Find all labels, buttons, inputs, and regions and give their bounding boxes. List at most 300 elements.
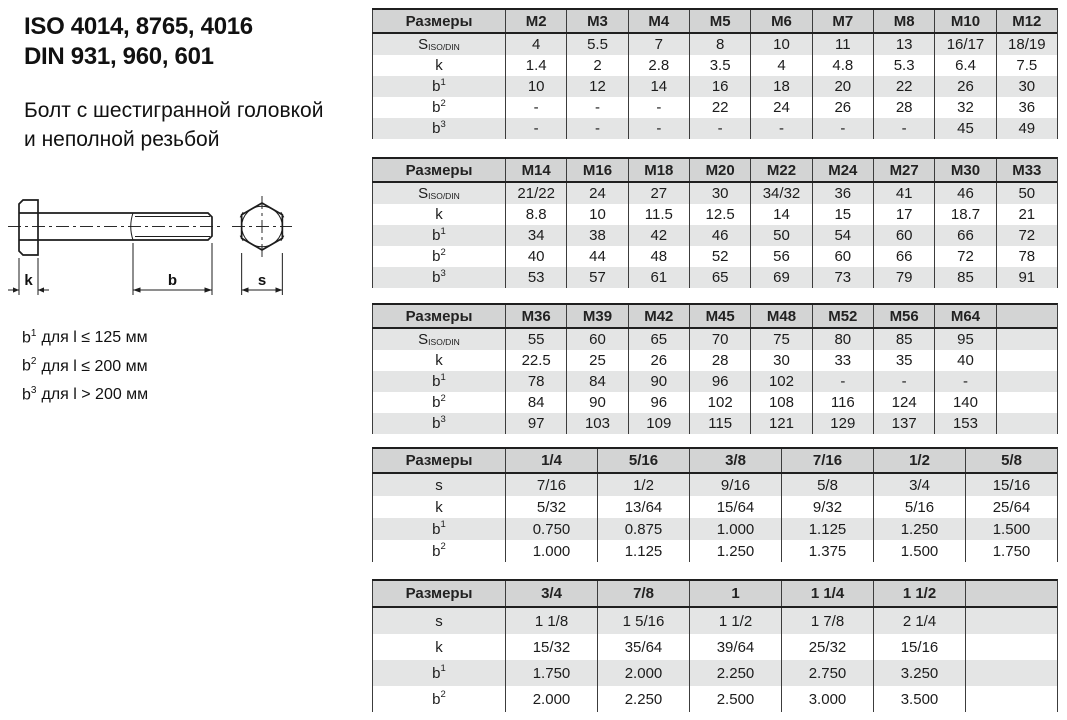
column-header-cell: 7/8 <box>597 581 689 606</box>
value-cell: 79 <box>873 267 934 288</box>
value-cell: 1.250 <box>689 540 781 562</box>
value-cell: - <box>812 371 873 392</box>
value-cell: 6.4 <box>934 55 995 76</box>
value-cell <box>965 660 1057 686</box>
value-cell: 25/32 <box>781 634 873 660</box>
column-header-cell: M22 <box>750 159 811 181</box>
table-row <box>372 183 1057 204</box>
value-cell: 35/64 <box>597 634 689 660</box>
value-cell: 10 <box>505 76 566 97</box>
column-header-cell: M7 <box>812 10 873 32</box>
value-cell: 61 <box>628 267 689 288</box>
value-cell: 91 <box>996 267 1057 288</box>
table-row <box>372 204 1057 225</box>
value-cell: - <box>750 118 811 139</box>
dimension-k <box>8 258 49 295</box>
row-label-cell: b $^2$ <box>372 686 505 712</box>
dimension-table-m36-m64 <box>372 303 1058 434</box>
footnote-b3: $b^3$ для l > 200 мм <box>22 384 149 403</box>
row-label-cell: b $^3$ <box>372 413 505 434</box>
row-label-cell: b $^1$ <box>372 371 505 392</box>
value-cell: 1 7/8 <box>781 608 873 634</box>
value-cell: 69 <box>750 267 811 288</box>
value-cell: 24 <box>566 183 627 204</box>
value-cell: 30 <box>689 183 750 204</box>
value-cell: 1.000 <box>689 518 781 540</box>
column-header-cell: M20 <box>689 159 750 181</box>
value-cell: - <box>505 97 566 118</box>
iso-standards-line: ISO 4014, 8765, 4016 <box>24 13 253 40</box>
value-cell: 2.750 <box>781 660 873 686</box>
value-cell: 16 <box>689 76 750 97</box>
value-cell: 1/2 <box>597 474 689 496</box>
value-cell <box>996 413 1057 434</box>
value-cell: - <box>566 97 627 118</box>
value-cell: 13/64 <box>597 496 689 518</box>
value-cell: 46 <box>934 183 995 204</box>
row-label-cell: b $^3$ <box>372 118 505 139</box>
table-row <box>372 608 1057 634</box>
value-cell: 18 <box>750 76 811 97</box>
description-line-2: и неполной резьбой <box>24 128 220 151</box>
table-row <box>372 449 1057 474</box>
value-cell <box>965 634 1057 660</box>
table-row <box>372 540 1057 562</box>
value-cell: 27 <box>628 183 689 204</box>
value-cell: 40 <box>934 350 995 371</box>
value-cell: 11 <box>812 34 873 55</box>
dimension-table-m2-m12 <box>372 8 1058 139</box>
value-cell: 5.3 <box>873 55 934 76</box>
value-cell: 21/22 <box>505 183 566 204</box>
column-header-cell: M10 <box>934 10 995 32</box>
footnote-symbol: b <box>22 385 31 403</box>
description-line-1: Болт с шестигранной головкой <box>24 99 324 122</box>
value-cell: 25 <box>566 350 627 371</box>
value-cell: - <box>812 118 873 139</box>
value-cell: 3.250 <box>873 660 965 686</box>
column-header-cell <box>996 305 1057 327</box>
value-cell: 3.5 <box>689 55 750 76</box>
value-cell: 0.875 <box>597 518 689 540</box>
value-cell: 46 <box>689 225 750 246</box>
column-header-cell: M52 <box>812 305 873 327</box>
value-cell: 65 <box>628 329 689 350</box>
value-cell: 36 <box>812 183 873 204</box>
value-cell: 28 <box>689 350 750 371</box>
row-label-cell: b $^2$ <box>372 392 505 413</box>
value-cell: 90 <box>566 392 627 413</box>
value-cell: 1.250 <box>873 518 965 540</box>
value-cell: 8.8 <box>505 204 566 225</box>
value-cell: 90 <box>628 371 689 392</box>
value-cell: 65 <box>689 267 750 288</box>
value-cell: 22.5 <box>505 350 566 371</box>
column-header-cell <box>965 581 1057 606</box>
bolt-side-view <box>8 200 223 295</box>
value-cell: 84 <box>505 392 566 413</box>
table-row <box>372 660 1057 686</box>
column-header-cell: M64 <box>934 305 995 327</box>
value-cell: 85 <box>934 267 995 288</box>
column-header-cell: 1 1/4 <box>781 581 873 606</box>
column-header-cell: 3/4 <box>505 581 597 606</box>
value-cell: - <box>689 118 750 139</box>
size-header-cell: Размеры <box>372 581 505 606</box>
value-cell: 26 <box>628 350 689 371</box>
value-cell: 115 <box>689 413 750 434</box>
value-cell <box>965 608 1057 634</box>
table-row <box>372 392 1057 413</box>
value-cell: 66 <box>873 246 934 267</box>
value-cell <box>996 371 1057 392</box>
column-header-cell: M33 <box>996 159 1057 181</box>
value-cell: 4 <box>505 34 566 55</box>
value-cell: 40 <box>505 246 566 267</box>
value-cell: 24 <box>750 97 811 118</box>
value-cell: 124 <box>873 392 934 413</box>
value-cell: 9/32 <box>781 496 873 518</box>
value-cell: 75 <box>750 329 811 350</box>
table-row <box>372 55 1057 76</box>
value-cell: 0.750 <box>505 518 597 540</box>
column-header-cell: M45 <box>689 305 750 327</box>
row-label-cell: s <box>372 474 505 496</box>
value-cell: 60 <box>873 225 934 246</box>
value-cell: - <box>934 371 995 392</box>
value-cell: 12 <box>566 76 627 97</box>
value-cell: 33 <box>812 350 873 371</box>
column-header-cell: 1/2 <box>873 449 965 472</box>
row-label-cell: k <box>372 204 505 225</box>
footnote-symbol: b <box>22 329 31 347</box>
dimension-table-inch-large <box>372 579 1058 712</box>
column-header-cell: 1 <box>689 581 781 606</box>
value-cell: 4 <box>750 55 811 76</box>
value-cell: 2 1/4 <box>873 608 965 634</box>
table-row <box>372 97 1057 118</box>
table-row <box>372 413 1057 434</box>
value-cell: 5/16 <box>873 496 965 518</box>
value-cell: - <box>505 118 566 139</box>
column-header-cell: M8 <box>873 10 934 32</box>
value-cell: 13 <box>873 34 934 55</box>
row-label-cell: k <box>372 496 505 518</box>
row-label-cell: b $^1$ <box>372 660 505 686</box>
value-cell: 12.5 <box>689 204 750 225</box>
value-cell: 57 <box>566 267 627 288</box>
row-label-cell: b $^1$ <box>372 518 505 540</box>
value-cell: - <box>873 118 934 139</box>
column-header-cell: M36 <box>505 305 566 327</box>
value-cell: 70 <box>689 329 750 350</box>
value-cell: 14 <box>750 204 811 225</box>
value-cell: 103 <box>566 413 627 434</box>
column-header-cell: 1 1/2 <box>873 581 965 606</box>
row-label-cell: b $^2$ <box>372 540 505 562</box>
table-row <box>372 225 1057 246</box>
table-row <box>372 118 1057 139</box>
value-cell: 26 <box>934 76 995 97</box>
dimension-label-b: b <box>167 272 178 289</box>
value-cell: - <box>566 118 627 139</box>
value-cell: 60 <box>566 329 627 350</box>
value-cell: 1 1/2 <box>689 608 781 634</box>
value-cell: 53 <box>505 267 566 288</box>
size-header-cell: Размеры <box>372 159 505 181</box>
value-cell: 3/4 <box>873 474 965 496</box>
column-header-cell: M56 <box>873 305 934 327</box>
column-header-cell: M5 <box>689 10 750 32</box>
value-cell: 11.5 <box>628 204 689 225</box>
table-row <box>372 350 1057 371</box>
value-cell: 137 <box>873 413 934 434</box>
value-cell: 116 <box>812 392 873 413</box>
value-cell: 48 <box>628 246 689 267</box>
column-header-cell: M2 <box>505 10 566 32</box>
value-cell: 129 <box>812 413 873 434</box>
column-header-cell: M48 <box>750 305 811 327</box>
value-cell: 34 <box>505 225 566 246</box>
value-cell: 3.500 <box>873 686 965 712</box>
value-cell: 78 <box>996 246 1057 267</box>
value-cell: - <box>873 371 934 392</box>
table-row <box>372 518 1057 540</box>
value-cell: 4.8 <box>812 55 873 76</box>
table-row <box>372 246 1057 267</box>
value-cell: 18/19 <box>996 34 1057 55</box>
row-label-cell: k <box>372 350 505 371</box>
column-header-cell: 1/4 <box>505 449 597 472</box>
size-header-cell: Размеры <box>372 10 505 32</box>
value-cell: 73 <box>812 267 873 288</box>
value-cell: 56 <box>750 246 811 267</box>
value-cell: 9/16 <box>689 474 781 496</box>
value-cell: 21 <box>996 204 1057 225</box>
table-row <box>372 371 1057 392</box>
value-cell: 78 <box>505 371 566 392</box>
value-cell: 15/64 <box>689 496 781 518</box>
value-cell: 18.7 <box>934 204 995 225</box>
table-row <box>372 634 1057 660</box>
value-cell: 2.000 <box>597 660 689 686</box>
value-cell: 102 <box>689 392 750 413</box>
value-cell: 25/64 <box>965 496 1057 518</box>
din-standards-line: DIN 931, 960, 601 <box>24 43 214 70</box>
value-cell: 8 <box>689 34 750 55</box>
value-cell: 5/8 <box>781 474 873 496</box>
column-header-cell: M27 <box>873 159 934 181</box>
column-header-cell: 7/16 <box>781 449 873 472</box>
row-label-cell: b $^3$ <box>372 267 505 288</box>
column-header-cell: M42 <box>628 305 689 327</box>
bolt-end-view <box>232 196 292 295</box>
row-label-cell: b $^1$ <box>372 76 505 97</box>
value-cell: 30 <box>750 350 811 371</box>
value-cell: 1.000 <box>505 540 597 562</box>
footnote-b1: $b^1$ для l ≤ 125 мм <box>22 328 148 347</box>
value-cell: 102 <box>750 371 811 392</box>
product-description <box>24 96 323 154</box>
hex-head-outline <box>19 200 38 255</box>
value-cell: 20 <box>812 76 873 97</box>
value-cell: 39/64 <box>689 634 781 660</box>
value-cell: 2 <box>566 55 627 76</box>
value-cell: 97 <box>505 413 566 434</box>
value-cell <box>996 392 1057 413</box>
table-row <box>372 159 1057 183</box>
table-row <box>372 267 1057 288</box>
value-cell: 1 5/16 <box>597 608 689 634</box>
value-cell: 14 <box>628 76 689 97</box>
value-cell: 32 <box>934 97 995 118</box>
value-cell: 49 <box>996 118 1057 139</box>
value-cell: 17 <box>873 204 934 225</box>
value-cell: 22 <box>689 97 750 118</box>
row-label-cell: S $_{ISO/DIN}$ <box>372 183 505 204</box>
value-cell: 41 <box>873 183 934 204</box>
value-cell: 34/32 <box>750 183 811 204</box>
value-cell: 1.125 <box>781 518 873 540</box>
row-label-cell: b $^2$ <box>372 97 505 118</box>
value-cell: 109 <box>628 413 689 434</box>
value-cell: 2.8 <box>628 55 689 76</box>
table-row <box>372 34 1057 55</box>
value-cell: 44 <box>566 246 627 267</box>
row-label-cell: S $_{ISO/DIN}$ <box>372 34 505 55</box>
column-header-cell: M39 <box>566 305 627 327</box>
value-cell: 52 <box>689 246 750 267</box>
value-cell: 15/16 <box>873 634 965 660</box>
footnotes <box>22 322 148 407</box>
value-cell: 50 <box>996 183 1057 204</box>
value-cell: 45 <box>934 118 995 139</box>
column-header-cell: M30 <box>934 159 995 181</box>
value-cell <box>996 329 1057 350</box>
value-cell: 10 <box>750 34 811 55</box>
value-cell: 72 <box>996 225 1057 246</box>
table-row <box>372 329 1057 350</box>
dimension-b <box>133 243 212 295</box>
column-header-cell: 3/8 <box>689 449 781 472</box>
value-cell: 1 1/8 <box>505 608 597 634</box>
table-row <box>372 76 1057 97</box>
column-header-cell: M6 <box>750 10 811 32</box>
size-header-cell: Размеры <box>372 449 505 472</box>
value-cell: 95 <box>934 329 995 350</box>
footnote-text: для l ≤ 125 мм <box>41 329 148 347</box>
value-cell: 96 <box>628 392 689 413</box>
value-cell: 1.375 <box>781 540 873 562</box>
row-label-cell: S $_{ISO/DIN}$ <box>372 329 505 350</box>
column-header-cell: M3 <box>566 10 627 32</box>
table-row <box>372 686 1057 712</box>
column-header-cell: M12 <box>996 10 1057 32</box>
table-row <box>372 10 1057 34</box>
value-cell: 28 <box>873 97 934 118</box>
size-header-cell: Размеры <box>372 305 505 327</box>
value-cell: 7.5 <box>996 55 1057 76</box>
value-cell: 2.000 <box>505 686 597 712</box>
value-cell: 60 <box>812 246 873 267</box>
table-row <box>372 305 1057 329</box>
value-cell: 26 <box>812 97 873 118</box>
value-cell: 30 <box>996 76 1057 97</box>
value-cell: - <box>628 97 689 118</box>
value-cell: 1.500 <box>873 540 965 562</box>
value-cell: 35 <box>873 350 934 371</box>
dimension-label-s: s <box>257 272 267 289</box>
value-cell: 1.750 <box>505 660 597 686</box>
dimension-label-k: k <box>24 272 33 289</box>
value-cell: 15/16 <box>965 474 1057 496</box>
value-cell: 10 <box>566 204 627 225</box>
standards-title <box>24 12 253 72</box>
footnote-b2: $b^2$ для l ≤ 200 мм <box>22 356 148 375</box>
value-cell: 66 <box>934 225 995 246</box>
column-header-cell: M16 <box>566 159 627 181</box>
value-cell: 85 <box>873 329 934 350</box>
row-label-cell: k <box>372 634 505 660</box>
value-cell: 80 <box>812 329 873 350</box>
value-cell <box>965 686 1057 712</box>
row-label-cell: k <box>372 55 505 76</box>
row-label-cell: s <box>372 608 505 634</box>
dimension-table-m14-m33 <box>372 157 1058 288</box>
footnote-text: для l > 200 мм <box>41 385 149 403</box>
column-header-cell: M18 <box>628 159 689 181</box>
value-cell: 2.250 <box>689 660 781 686</box>
footnote-symbol: b <box>22 357 31 375</box>
value-cell: 1.4 <box>505 55 566 76</box>
value-cell: 153 <box>934 413 995 434</box>
value-cell: 50 <box>750 225 811 246</box>
value-cell: 42 <box>628 225 689 246</box>
value-cell: 5.5 <box>566 34 627 55</box>
column-header-cell: 5/8 <box>965 449 1057 472</box>
value-cell: 7/16 <box>505 474 597 496</box>
column-header-cell: M24 <box>812 159 873 181</box>
value-cell: 108 <box>750 392 811 413</box>
table-row <box>372 581 1057 608</box>
dimension-table-inch-small <box>372 447 1058 562</box>
value-cell <box>996 350 1057 371</box>
value-cell: 72 <box>934 246 995 267</box>
column-header-cell: M4 <box>628 10 689 32</box>
row-label-cell: b $^1$ <box>372 225 505 246</box>
value-cell: 15/32 <box>505 634 597 660</box>
value-cell: 1.125 <box>597 540 689 562</box>
column-header-cell: 5/16 <box>597 449 689 472</box>
bolt-technical-drawing <box>5 182 320 307</box>
value-cell: 1.500 <box>965 518 1057 540</box>
value-cell: 36 <box>996 97 1057 118</box>
value-cell: 2.500 <box>689 686 781 712</box>
value-cell: - <box>628 118 689 139</box>
value-cell: 121 <box>750 413 811 434</box>
table-row <box>372 474 1057 496</box>
value-cell: 5/32 <box>505 496 597 518</box>
value-cell: 140 <box>934 392 995 413</box>
value-cell: 84 <box>566 371 627 392</box>
value-cell: 7 <box>628 34 689 55</box>
value-cell: 55 <box>505 329 566 350</box>
column-header-cell: M14 <box>505 159 566 181</box>
value-cell: 96 <box>689 371 750 392</box>
value-cell: 1.750 <box>965 540 1057 562</box>
value-cell: 38 <box>566 225 627 246</box>
value-cell: 15 <box>812 204 873 225</box>
